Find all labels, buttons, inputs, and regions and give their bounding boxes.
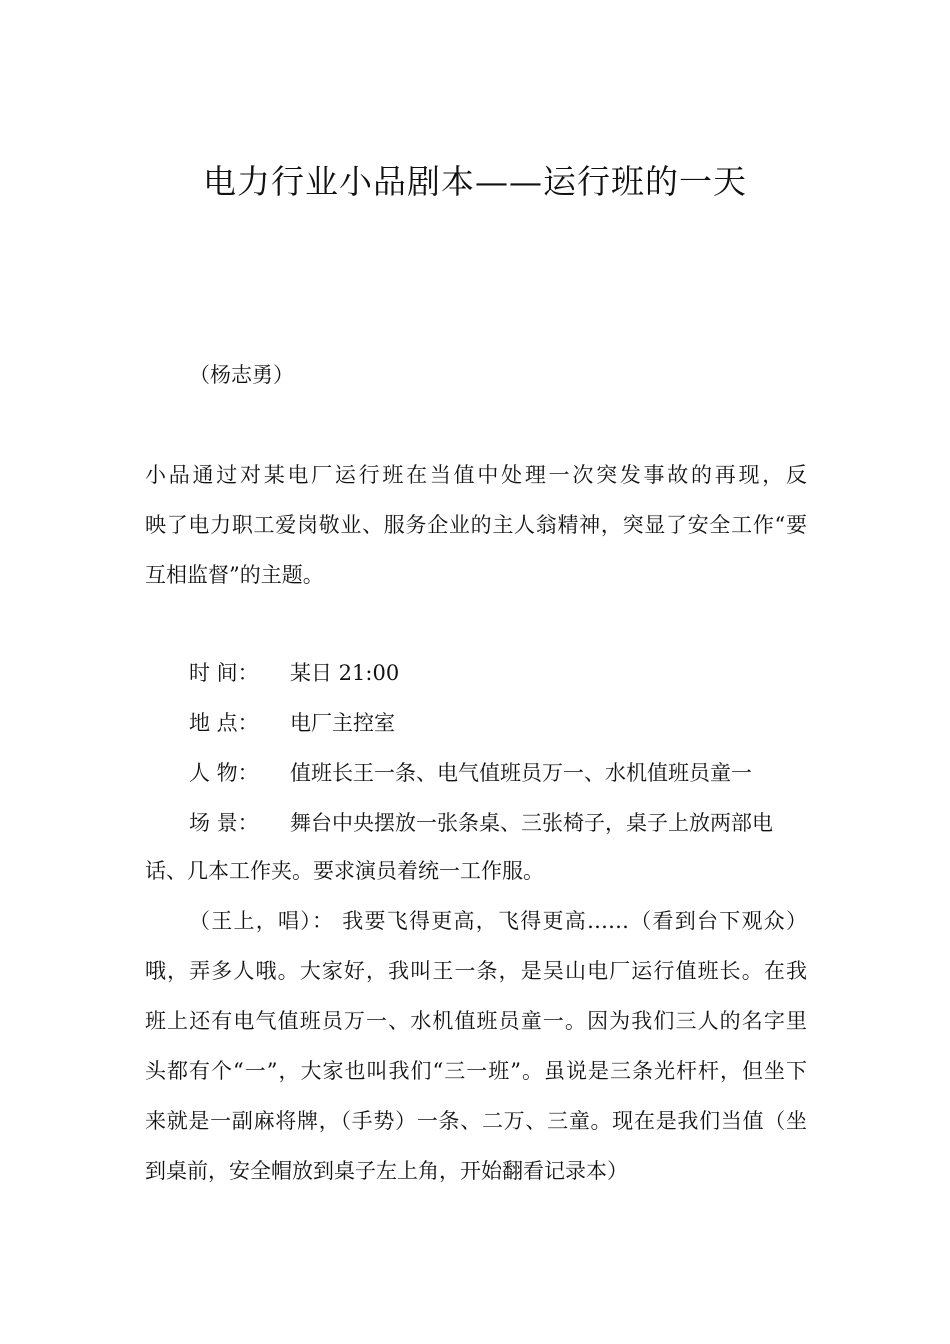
dialogue-line-4: 头都有个“一”，大家也叫我们“三一班”。虽说是三条光杆杆，但坐下 xyxy=(145,1059,807,1083)
intro-line-1: 小品通过对某电厂运行班在当值中处理一次突发事故的再现，反 xyxy=(145,463,807,487)
document-title: 电力行业小品剧本——运行班的一天 xyxy=(203,162,747,201)
dialogue-line-3: 班上还有电气值班员万一、水机值班员童一。因为我们三人的名字里 xyxy=(145,1009,807,1033)
scene-continuation: 话、几本工作夹。要求演员着统一工作服。 xyxy=(145,859,544,883)
dialogue-line-5: 来就是一副麻将牌，（手势）一条、二万、三童。现在是我们当值（坐 xyxy=(145,1109,807,1133)
time-label: 时 间： xyxy=(189,661,259,685)
scene-value: 舞台中央摆放一张条桌、三张椅子，桌子上放两部电 xyxy=(290,811,773,835)
scene-label: 场 景： xyxy=(189,811,259,835)
place-label: 地 点： xyxy=(189,711,259,735)
people-label: 人 物： xyxy=(189,761,259,785)
author-line: （杨志勇） xyxy=(189,363,294,387)
dialogue-line-2: 哦，弄多人哦。大家好，我叫王一条，是吴山电厂运行值班长。在我 xyxy=(145,959,807,983)
place-value: 电厂主控室 xyxy=(290,711,395,735)
dialogue-line-1: （王上，唱）： 我要飞得更高，飞得更高……（看到台下观众） xyxy=(189,909,807,933)
intro-line-2: 映了电力职工爱岗敬业、服务企业的主人翁精神，突显了安全工作“要 xyxy=(145,513,807,537)
intro-line-3: 互相监督”的主题。 xyxy=(145,563,324,587)
dialogue-line-6: 到桌前，安全帽放到桌子左上角，开始翻看记录本） xyxy=(145,1159,628,1183)
people-value: 值班长王一条、电气值班员万一、水机值班员童一 xyxy=(290,761,752,785)
time-value: 某日 21:00 xyxy=(290,661,400,685)
